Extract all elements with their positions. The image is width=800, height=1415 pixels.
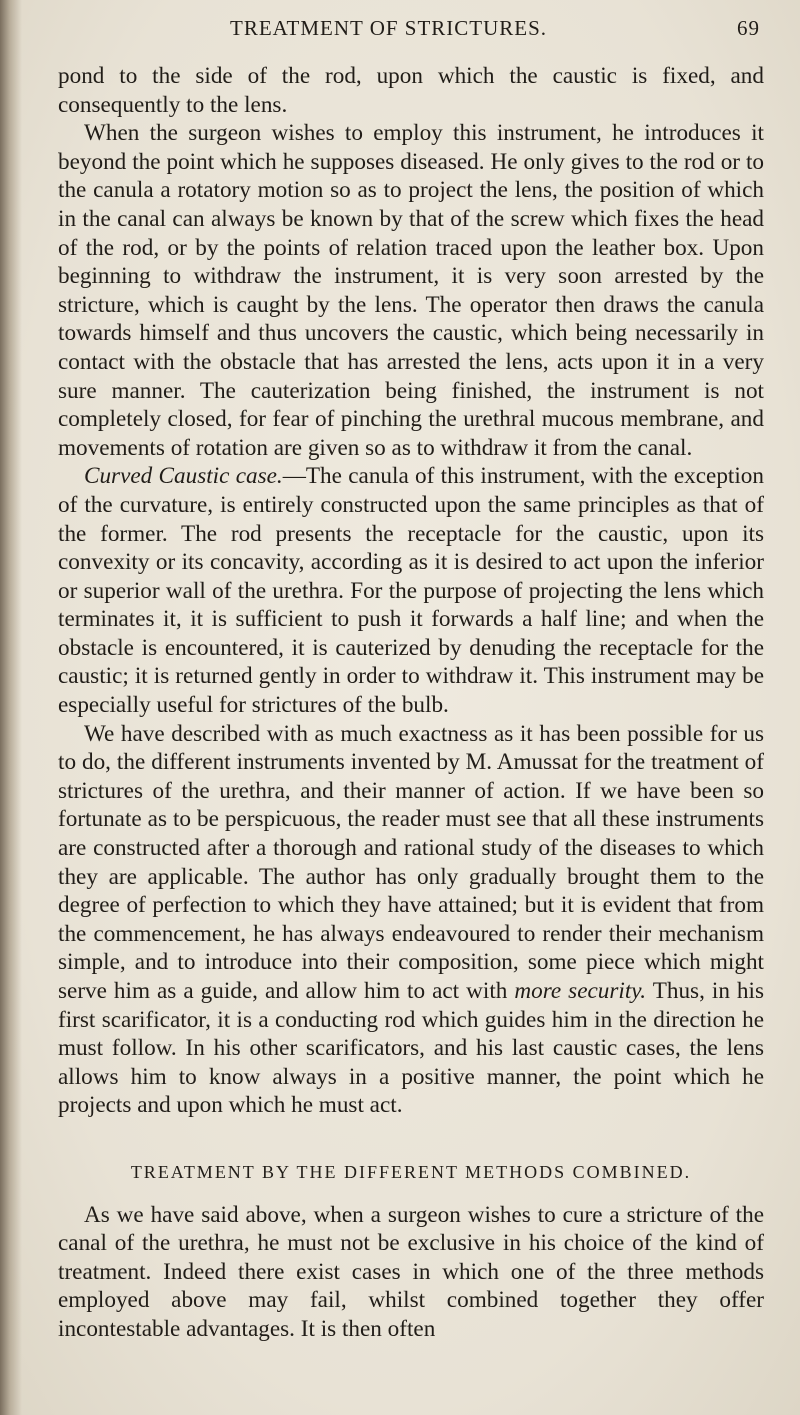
- paragraph-lead-italic: Curved Caustic case.: [84, 463, 283, 490]
- page-header: [230, 16, 760, 46]
- section-heading: TREATMENT BY THE DIFFERENT METHODS COMBINED.: [130, 1161, 692, 1182]
- paragraph-body: —The canula of this instrument, with the exception of the curvature, is entirely constructed upon the same principles as that of the former. The rod presents the receptacle for the caustic, upon its convexity or its concavity, according as it is desired to act upon the inferior or superior wall of the urethra. For the purpose of projecting the lens which terminates it, it is sufficient to push it forwards a half line; and when the obstacle is encountered, it is cauterized by denuding the receptacle for the caustic; it is returned gently in order to withdraw it. This instrument may be especially useful for strictures of the bulb.: [58, 463, 764, 719]
- running-title: TREATMENT OF STRICTURES.: [230, 16, 548, 40]
- paragraph-continuation: pond to the side of the rod, upon which the caustic is fixed, and consequently to the lens.: [58, 63, 764, 118]
- paragraph-italic-phrase: more security.: [514, 978, 647, 1004]
- paragraph-body: We have described with as much exactness as it has been possible for us to do, the different instruments invented by M. Amussat for the treatment of strictures of the urethra, and their manner of action. If we have been so fortunate as to be perspicuous, the reader must see that all these instruments are constructed after a thorough and rational study of the diseases to which they are applicable. The author has only gradually brought them to the degree of perfection to which they have attained; but it is evident that from the commencement, he has always endeavoured to render their mechanism simple, and to introduce into their composition, some piece which might serve him as a guide, and allow him to act with: [58, 720, 764, 1004]
- paragraph-body: Thus, in his first scarificator, it is a conducting rod which guides him in the direction he must follow. In his other scarificators, and his last caustic cases, the lens allows him to know always in a positive manner, the point which he projects and upon which he must act.: [58, 978, 764, 1119]
- page-number: 69: [737, 16, 760, 40]
- paragraph-instrument-use: When the surgeon wishes to employ this instrument, he introduces it beyond the point which he supposes diseased. He only gives to the rod or to the canula a rotatory motion so as to project the lens, the position of which in the canal can always be known by that of the screw which fixes the head of the rod, or by the points of relation traced upon the leather box. Upon beginning to withdraw the instrument, it is very soon arrested by the stricture, which is caught by the lens. The operator then draws the canula towards himself and thus uncovers the caustic, which being necessarily in contact with the obstacle that has arrested the lens, acts upon it in a very sure manner. The cauterization being finished, the instrument is not completely closed, for fear of pinching the urethral mucous membrane, and movements of rotation are given so as to withdraw it from the canal.: [58, 120, 764, 461]
- paragraph-curved-caustic: [58, 462, 764, 719]
- body-text: [58, 62, 764, 1344]
- page-binding-shadow: [0, 0, 22, 1415]
- paragraph-summary: [58, 720, 764, 1120]
- paragraph-combined-methods: As we have said above, when a surgeon wishes to cure a stricture of the canal of the urethra, he must not be exclusive in his choice of the kind of treatment. Indeed there exist cases in which one of the three methods employed above may fail, whilst combined together they offer incontestable advantages. It is then often: [58, 1201, 764, 1342]
